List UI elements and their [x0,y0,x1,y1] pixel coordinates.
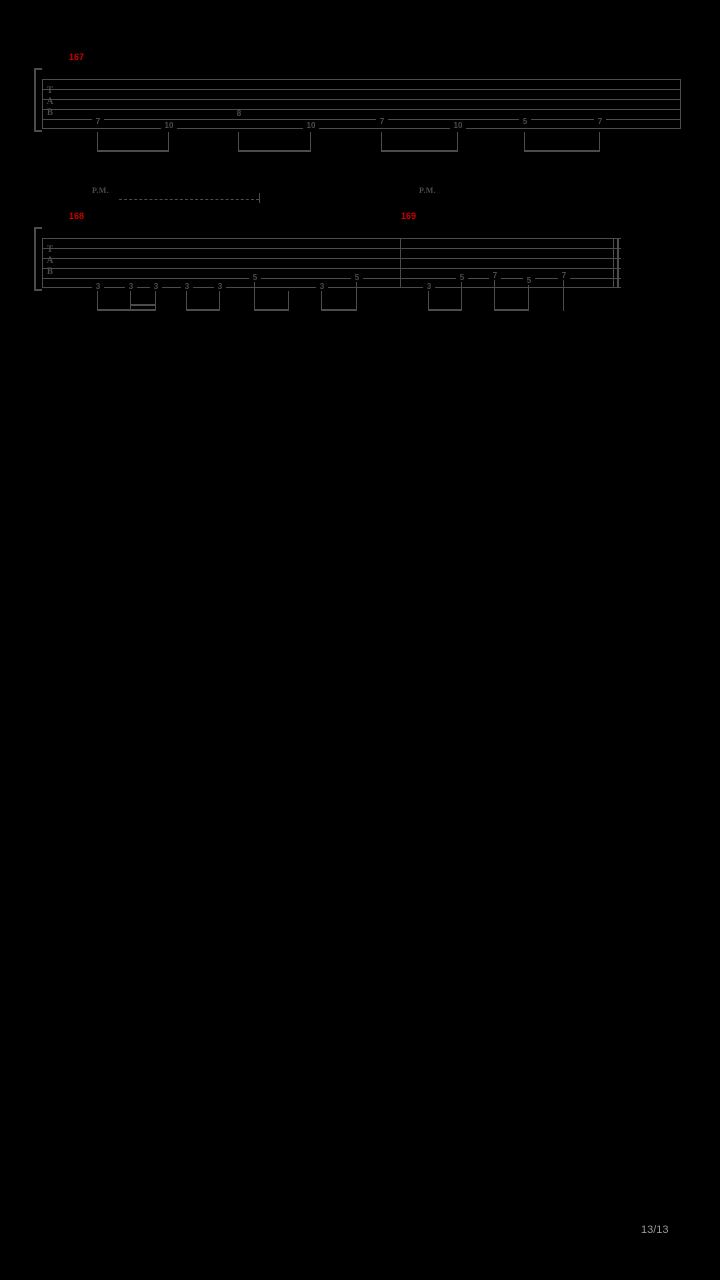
fret-number: 3 [423,283,435,291]
barline-final [613,238,614,288]
note-beam [254,309,289,311]
note-beam-secondary [130,304,156,306]
palm-mute-label: P.M. [92,186,109,195]
note-beam [428,309,462,311]
fret-number: 3 [316,283,328,291]
fret-number: 5 [249,274,261,282]
note-stem [563,280,564,311]
fret-number: 7 [92,118,104,126]
page-number: 13/13 [641,1224,669,1236]
fret-number: 3 [92,283,104,291]
note-stem [97,291,98,311]
note-stem [186,291,187,311]
fret-number: 5 [456,274,468,282]
fret-number: 7 [489,272,501,280]
fret-number: 8 [233,110,245,118]
measure-number: 169 [401,211,417,221]
fret-number: 3 [181,283,193,291]
note-stem [461,282,462,311]
note-stem [494,280,495,311]
fret-number: 5 [351,274,363,282]
system-2 [0,0,720,291]
barline-final-thick [617,238,619,288]
palm-mute-label: P.M. [419,186,436,195]
note-beam [186,309,220,311]
measure-number: 168 [69,211,85,221]
tab-clef-letter: B [46,266,53,276]
fret-number: 7 [594,118,606,126]
tab-clef-letter: A [46,96,54,106]
note-stem [428,291,429,311]
note-stem [219,291,220,311]
palm-mute-end [259,193,260,203]
measure-number: 167 [69,52,85,62]
fret-number: 5 [523,277,535,285]
note-stem [356,282,357,311]
tab-clef-letter: T [46,85,53,95]
note-stem [288,291,289,311]
tab-clef-letter: T [46,244,53,254]
note-beam [97,309,156,311]
tab-clef-letter: A [46,255,54,265]
fret-number: 3 [150,283,162,291]
palm-mute-dashes [119,199,259,201]
fret-number: 5 [519,118,531,126]
note-beam [321,309,357,311]
note-stem [528,285,529,311]
barline-start [42,238,43,288]
fret-number: 10 [450,122,466,130]
system-bracket [34,227,42,291]
fret-number: 7 [558,272,570,280]
note-stem [155,291,156,311]
tab-clef-letter: B [46,107,53,117]
note-stem [130,291,131,311]
note-stem [321,291,322,311]
fret-number: 3 [214,283,226,291]
fret-number: 10 [303,122,319,130]
fret-number: 3 [125,283,137,291]
note-beam [494,309,529,311]
fret-number: 7 [376,118,388,126]
barline-middle [400,238,401,288]
note-stem [254,282,255,311]
fret-number: 10 [161,122,177,130]
